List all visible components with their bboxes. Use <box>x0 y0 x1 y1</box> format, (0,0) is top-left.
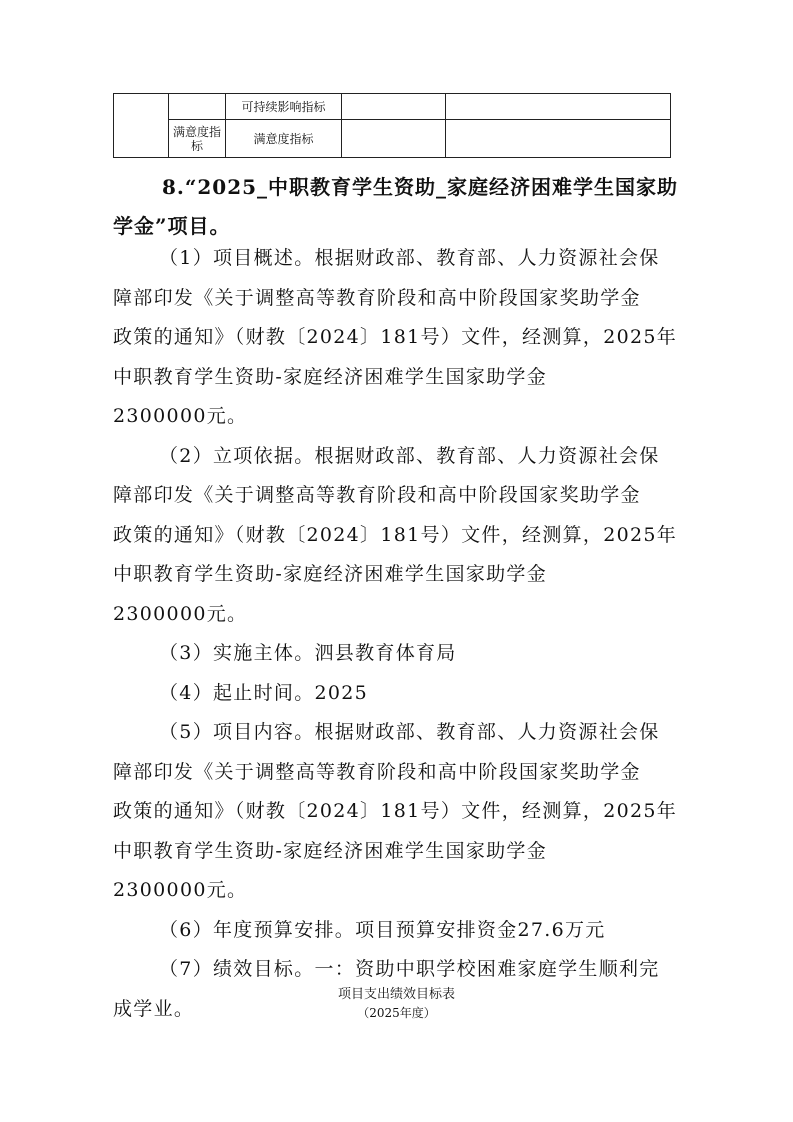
paragraph-line: 障部印发《关于调整高等教育阶段和高中阶段国家奖助学金 <box>113 484 641 506</box>
paragraph-line: 中职教育学生资助-家庭经济困难学生国家助学金 <box>113 563 548 585</box>
indicator-name-cell: 满意度指标 <box>226 120 342 158</box>
table-cell-empty <box>342 120 446 158</box>
project-description <box>113 239 685 1029</box>
paragraph-line: 政策的通知》（财教〔2024〕181号）文件，经测算，2025年 <box>113 523 678 546</box>
heading-line: 学金”项目。 <box>113 214 231 238</box>
heading-line: 8.“2025_中职教育学生资助_家庭经济困难学生国家助 <box>162 175 679 199</box>
paragraph-line: 2300000元。 <box>113 602 248 625</box>
paragraph-line: （6）年度预算安排。项目预算安排资金27.6万元 <box>159 918 606 941</box>
paragraph-line: 障部印发《关于调整高等教育阶段和高中阶段国家奖助学金 <box>113 286 641 309</box>
paragraph-line: 成学业。 <box>113 997 195 1020</box>
paragraph-line: （3）实施主体。泗县教育体育局 <box>159 642 457 664</box>
project-heading <box>113 168 683 246</box>
paragraph-line: 障部印发《关于调整高等教育阶段和高中阶段国家奖助学金 <box>113 760 641 783</box>
table-row <box>114 94 671 120</box>
paragraph-line: （1）项目概述。根据财政部、教育部、人力资源社会保 <box>159 247 660 269</box>
table-caption-title: 项目支出绩效目标表 <box>337 987 455 1002</box>
table-caption-year: （2025年度） <box>357 1006 436 1020</box>
indicator-category-cell: 满意度指标 <box>169 120 226 158</box>
table-cell-empty <box>169 94 226 120</box>
table-cell-empty <box>446 120 671 158</box>
paragraph-line: （5）项目内容。根据财政部、教育部、人力资源社会保 <box>159 721 660 743</box>
paragraph-line: 中职教育学生资助-家庭经济困难学生国家助学金 <box>113 839 548 862</box>
performance-indicator-table <box>113 93 671 158</box>
paragraph-line: （2）立项依据。根据财政部、教育部、人力资源社会保 <box>159 444 660 467</box>
paragraph-line: （4）起止时间。2025 <box>159 681 369 704</box>
paragraph-line: 政策的通知》（财教〔2024〕181号）文件，经测算，2025年 <box>113 800 678 822</box>
table-cell-empty <box>342 94 446 120</box>
paragraph-line: （7）绩效目标。一：资助中职学校困难家庭学生顺利完 <box>159 958 660 980</box>
paragraph-line: 2300000元。 <box>113 879 248 901</box>
table-cell-empty <box>114 94 169 158</box>
paragraph-line: 2300000元。 <box>113 405 248 427</box>
table-cell-empty <box>446 94 671 120</box>
paragraph-line: 中职教育学生资助-家庭经济困难学生国家助学金 <box>113 365 548 388</box>
table-row <box>114 120 671 158</box>
paragraph-line: 政策的通知》（财教〔2024〕181号）文件，经测算，2025年 <box>113 326 678 348</box>
indicator-name-cell: 可持续影响指标 <box>226 94 342 120</box>
